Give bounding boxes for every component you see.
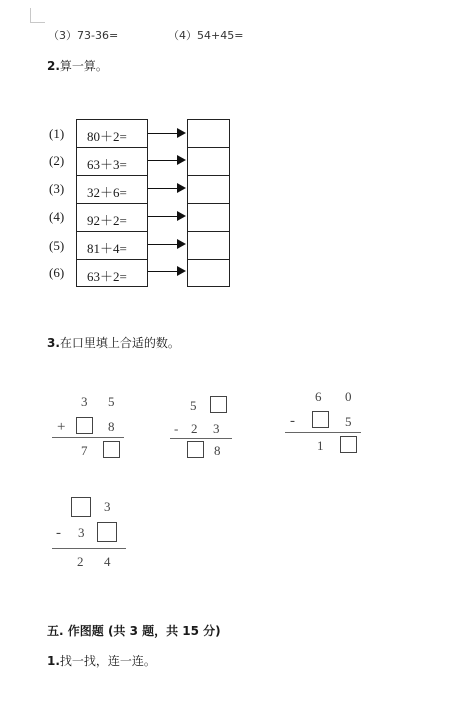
digit: 5 xyxy=(190,398,197,413)
arrow-head xyxy=(177,128,186,138)
digit: 6 xyxy=(315,389,322,404)
blank-box[interactable] xyxy=(312,411,329,428)
answer-column[interactable] xyxy=(187,119,230,287)
row-label: (3) xyxy=(49,181,65,196)
digit: 7 xyxy=(81,443,88,458)
blank-box[interactable] xyxy=(76,417,93,434)
sum-line xyxy=(52,437,124,438)
digit: 8 xyxy=(108,419,115,434)
expression: 32＋6= xyxy=(87,185,127,200)
section-2-heading xyxy=(47,57,108,74)
blank-box[interactable] xyxy=(340,436,357,453)
blank-box[interactable] xyxy=(187,441,204,458)
blank-box[interactable] xyxy=(103,441,120,458)
expression: 63＋2= xyxy=(87,269,127,284)
arrow xyxy=(148,160,178,161)
section-3-number: 3. xyxy=(47,336,60,350)
row-label: (1) xyxy=(49,126,65,141)
minus-sign: - xyxy=(290,413,295,429)
section-2-title: 算一算。 xyxy=(59,59,108,73)
question-1-heading xyxy=(47,652,156,669)
digit: 3 xyxy=(78,525,85,540)
arrow-head xyxy=(177,155,186,165)
page-corner-mark xyxy=(30,8,45,23)
difference-line xyxy=(170,438,232,439)
row-label: (6) xyxy=(49,265,65,280)
minus-sign: - xyxy=(174,421,179,436)
digit: 2 xyxy=(77,554,84,569)
digit: 4 xyxy=(104,554,111,569)
section-5-info: (共 3 题，共 15 分) xyxy=(107,624,221,638)
blank-box[interactable] xyxy=(71,497,91,517)
digit: 1 xyxy=(317,438,324,453)
section-3-heading xyxy=(47,334,180,351)
expression-column xyxy=(76,119,148,287)
arrow-head xyxy=(177,183,186,193)
exercise-item-4: （4）54+45= xyxy=(168,29,244,42)
expression: 92＋2= xyxy=(87,213,127,228)
digit: 3 xyxy=(104,499,111,514)
digit: 2 xyxy=(191,421,198,436)
question-1-title: 找一找，连一连。 xyxy=(59,654,156,668)
plus-sign: + xyxy=(57,419,66,435)
arrow xyxy=(148,244,178,245)
digit: 0 xyxy=(345,389,352,404)
section-5-title: 五. 作图题 xyxy=(47,624,104,638)
digit: 3 xyxy=(213,421,220,436)
digit: 5 xyxy=(345,414,352,429)
arrow-head xyxy=(177,211,186,221)
minus-sign: - xyxy=(56,525,61,541)
row-label: (2) xyxy=(49,153,65,168)
section-3-title: 在口里填上合适的数。 xyxy=(59,336,180,350)
row-label: (4) xyxy=(49,209,65,224)
blank-box[interactable] xyxy=(97,522,117,542)
arrow-head xyxy=(177,239,186,249)
expression: 80＋2= xyxy=(87,129,127,144)
arrow xyxy=(148,216,178,217)
blank-box[interactable] xyxy=(210,396,227,413)
digit: 8 xyxy=(214,443,221,458)
section-5-heading xyxy=(47,622,221,639)
arrow xyxy=(148,188,178,189)
section-2-number: 2. xyxy=(47,59,60,73)
arrow-head xyxy=(177,266,186,276)
digit: 3 xyxy=(81,394,88,409)
difference-line xyxy=(52,548,126,549)
arrow xyxy=(148,133,178,134)
exercise-item-3: （3）73-36= xyxy=(48,29,119,42)
expression: 81＋4= xyxy=(87,241,127,256)
question-1-number: 1. xyxy=(47,654,60,668)
arrow xyxy=(148,271,178,272)
row-label: (5) xyxy=(49,238,65,253)
expression: 63＋3= xyxy=(87,157,127,172)
digit: 5 xyxy=(108,394,115,409)
difference-line xyxy=(285,432,361,433)
